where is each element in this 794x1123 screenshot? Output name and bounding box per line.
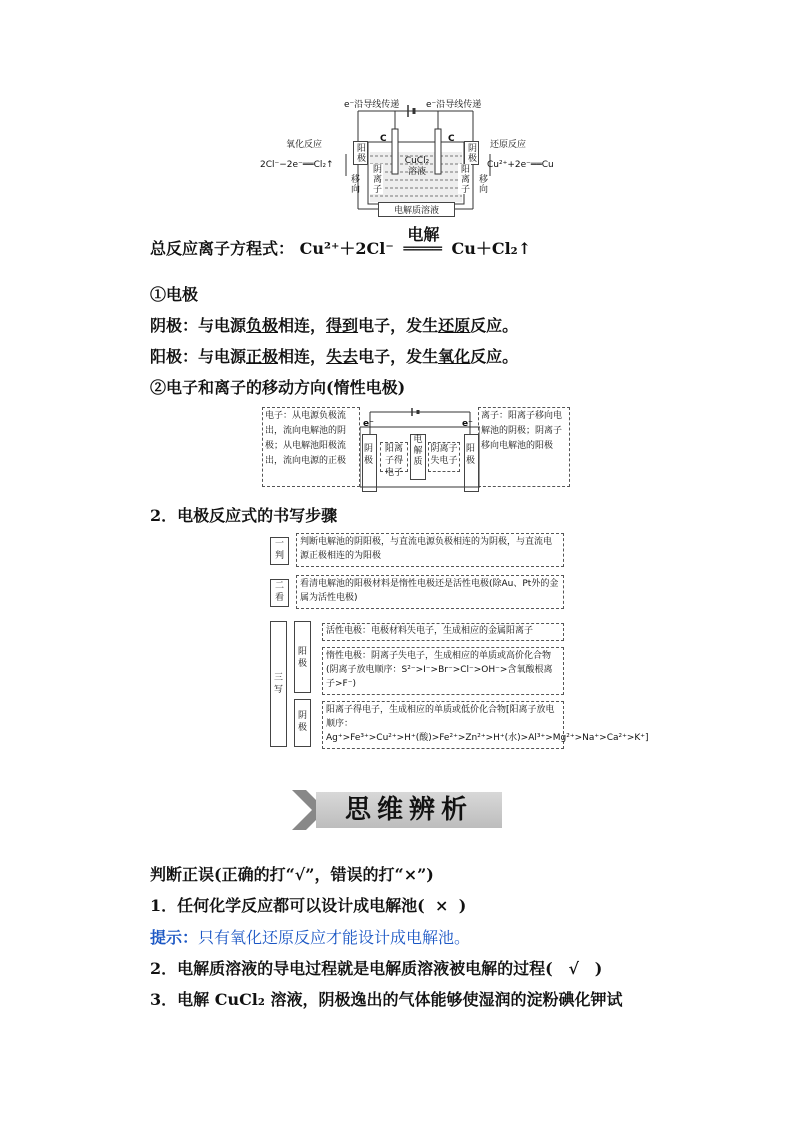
active-electrode-text: 活性电极：电极材料失电子，生成相应的金属阳离子 — [322, 623, 564, 641]
banner-title: 思维辨析 — [316, 792, 502, 828]
movement-cathode: 阴极 — [362, 434, 377, 492]
total-equation-rhs: Cu＋Cl₂↑ — [451, 239, 532, 258]
hint — [150, 925, 470, 948]
steps-heading: 2．电极反应式的书写步骤 — [150, 506, 338, 525]
step1-label: 一判 — [270, 537, 289, 565]
anion-lose-box: 阴离子失电子 — [428, 442, 460, 472]
electrolysis-diagram-lines — [258, 94, 568, 216]
reduction-label: 还原反应 — [490, 140, 527, 150]
reaction-condition: 电解 — [407, 225, 440, 244]
hint-label: 提示： — [150, 928, 199, 947]
judge-intro: 判断正误(正确的打“√”，错误的打“×”) — [150, 865, 434, 884]
step3-anode: 阳极 — [294, 621, 311, 693]
total-equation-lhs: Cu²⁺＋2Cl⁻ — [299, 239, 394, 258]
movement-anode: 阳极 — [464, 434, 479, 492]
movement-diagram — [262, 407, 570, 489]
oxidation-label: 氧化反应 — [286, 140, 323, 150]
reaction-equals: ════ — [403, 239, 442, 258]
step2-text: 看清电解池的阳极材料是惰性电极还是活性电极(除Au、Pt外的金属为活性电极) — [296, 575, 564, 609]
total-equation — [150, 225, 532, 259]
hint-text: 只有氧化还原反应才能设计成电解池。 — [198, 928, 471, 947]
anode-description: 阳极：与电源正极相连，失去电子，发生氧化反应。 — [150, 347, 519, 366]
right-electrode-label: C — [448, 134, 455, 144]
electron-right-arrow: e⁻ — [462, 419, 473, 429]
electron-flow-left: e⁻沿导线传递 — [344, 100, 400, 110]
question-2-answer: √ — [568, 959, 579, 978]
section-banner — [292, 790, 504, 830]
cathode-equation: Cu²⁺+2e⁻══Cu — [487, 160, 554, 170]
anode-equation: 2Cl⁻−2e⁻══Cl₂↑ — [260, 160, 334, 170]
cathode-rule-text: 阳离子得电子，生成相应的单质或低价化合物[阳离子放电顺序：Ag⁺>Fe³⁺>Cu²⁺>H⁺(酸)>Fe²⁺>Zn²⁺>H⁺(水)>Al³⁺>Mg²⁺>Na⁺>Ca²⁺>K⁺] — [322, 701, 564, 749]
electron-flow-right: e⁻沿导线传递 — [426, 100, 482, 110]
step3-label: 三写 — [270, 621, 287, 747]
electrolyte-label: 电解质溶液 — [378, 202, 455, 217]
reaction-arrow — [403, 225, 442, 258]
section-electrode-heading: ①电极 — [150, 285, 199, 304]
anode-label: 阳极 — [353, 141, 368, 165]
solution-label: CuCl₂溶液 — [404, 156, 430, 177]
cation-gain-box: 阳离子得电子 — [380, 442, 408, 472]
question-3: 3．电解 CuCl₂ 溶液，阴极逸出的气体能够使湿润的淀粉碘化钾试 — [150, 990, 623, 1009]
cathode-label: 阴极 — [464, 141, 479, 165]
question-1: 1．任何化学反应都可以设计成电解池( × ) — [150, 896, 467, 915]
electrolyte-box: 电解质 — [410, 434, 426, 480]
migrate-left-label: 移向 — [349, 174, 359, 194]
inert-electrode-text: 惰性电极：阴离子失电子，生成相应的单质或高价化合物(阴离子放电顺序：S²⁻>I⁻>Br⁻>Cl⁻>OH⁻>含氧酸根离子>F⁻) — [322, 647, 564, 695]
step3-cathode: 阴极 — [294, 699, 311, 747]
cation-label: 阳离子 — [459, 164, 469, 194]
ion-description: 离子：阳离子移向电解池的阴极；阴离子移向电解池的阳极 — [478, 407, 570, 487]
migrate-right-label: 移向 — [477, 174, 487, 194]
question-1-answer: × — [435, 896, 449, 915]
cathode-description: 阴极：与电源负极相连，得到电子，发生还原反应。 — [150, 316, 519, 335]
question-2: 2．电解质溶液的导电过程就是电解质溶液被电解的过程( √ ) — [150, 959, 603, 978]
electrolysis-diagram — [258, 94, 568, 216]
step2-label: 二看 — [270, 579, 289, 607]
anion-label: 阴离子 — [371, 164, 381, 194]
left-electrode-label: C — [380, 134, 387, 144]
total-equation-label: 总反应离子方程式： — [150, 239, 295, 258]
section-direction-heading: ②电子和离子的移动方向(惰性电极) — [150, 378, 406, 397]
steps-diagram — [270, 533, 649, 751]
electron-description: 电子：从电源负极流出，流向电解池的阴极；从电解池阳极流出，流向电源的正极 — [262, 407, 360, 487]
electron-left-arrow: e⁻ — [363, 419, 374, 429]
step1-text: 判断电解池的阴阳极，与直流电源负极相连的为阴极，与直流电源正极相连的为阳极 — [296, 533, 564, 567]
